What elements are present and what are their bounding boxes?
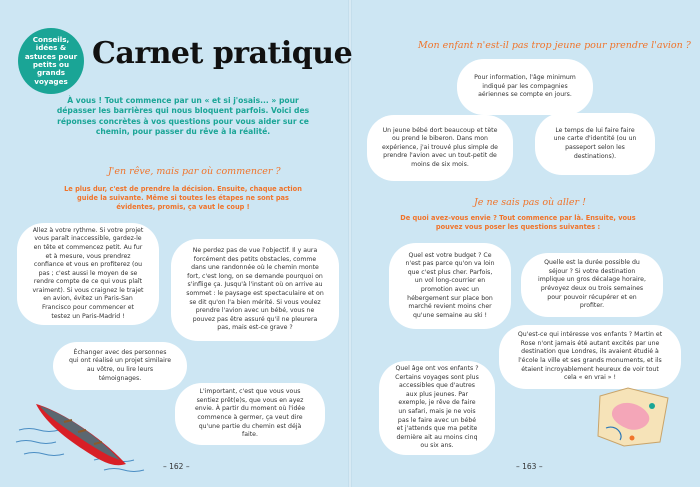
tip-cloud: Ne perdez pas de vue l'objectif. Il y aura forcément des petits obstacles, comme dans une randonnée où le chemin monte fort, c'est long, on se demande pourquoi on s'inflige ça. Jusqu'à l'instant où on arrive au sommet : le paysage est spectaculaire et on se dit qu'on l'a bien mérité. Si vous voulez prendre l'avion avec un bébé, vous ne pouvez pas être assuré qu'il ne pleurera pas, mais est-ce grave ?: [176, 244, 334, 336]
tip-cloud: Pour information, l'âge minimum indiqué par les compagnies aériennes se compte en jours.: [462, 64, 588, 110]
tip-cloud: Un jeune bébé dort beaucoup et tète ou prend le biberon. Dans mon expérience, j'ai trouvé plus simple de prendre l'avion avec un tout-petit de moins de six mois.: [372, 120, 508, 176]
tip-cloud: Allez à votre rythme. Si votre projet vous paraît inaccessible, gardez-le en tête et commencez petit. Au fur et à mesure, vous prendrez confiance et vous en profiterez (ou pas ; c'est aussi le moyen de se rendre compte de ce qui vous plaît vraiment). Si vous craignez le trajet en avion, évitez un Paris-San Francisco pour commencer et testez un Paris-Madrid !: [22, 228, 154, 320]
tips-badge: Conseils, idées & astuces pour petits ou grands voyages: [18, 28, 84, 94]
map-illustration: [594, 384, 674, 450]
tip-cloud: Quel est votre budget ? Ce n'est pas parce qu'on va loin que c'est plus cher. Parfois, un vol long-courrier en promotion avec un hébergement sur place bon marché revient moins cher qu'une semaine au ski !: [394, 248, 506, 324]
answer-text: Le plus dur, c'est de prendre la décision. Ensuite, chaque action guide la suivante. Même si toutes les étapes ne sont pas évidentes, promis, ça vaut le coup !: [64, 185, 302, 211]
tip-cloud: Le temps de lui faire faire une carte d'identité (ou un passeport selon les destinations).: [540, 118, 650, 170]
tip-cloud: Quel âge ont vos enfants ? Certains voyages sont plus accessibles que d'autres aux plus jeunes. Par exemple, je rêve de faire un safari, mais je ne vois pas le faire avec un bébé et j'attends que ma petite dernière ait au moins cinq ou six ans.: [384, 366, 490, 450]
tip-cloud: Qu'est-ce qui intéresse vos enfants ? Martin et Rose n'ont jamais été autant excités par une destination que Londres, ils avaient étudié à l'école la ville et ses grands monuments, et ils étaient incroyablement heureux de voir tout cela « en vrai » !: [504, 330, 676, 384]
page-title: Carnet pratique: [92, 36, 353, 71]
intro-text: À vous ! Tout commence par un « et si j'osais... » pour dépasser les barrières qui nous bloquent parfois. Voici des réponses concrètes à vos questions pour vous aider sur ce chemin, pour passer du rêve à la réalité.: [56, 96, 310, 136]
question-heading: Mon enfant n'est-il pas trop jeune pour prendre l'avion ?: [418, 40, 691, 51]
answer-text: De quoi avez-vous envie ? Tout commence par là. Ensuite, vous pouvez vous poser les questions suivantes :: [400, 214, 636, 231]
page-number: – 162 –: [163, 462, 190, 471]
question-heading: J'en rêve, mais par où commencer ?: [108, 166, 281, 177]
tip-cloud: L'important, c'est que vous vous sentiez prêt(e)s, que vous en ayez envie. À partir du moment où l'idée commence à germer, ça veut dire qu'une partie du chemin est déjà faite.: [180, 388, 320, 440]
canoe-illustration: [14, 390, 154, 476]
book-gutter: [348, 0, 352, 487]
tip-cloud: Quelle est la durée possible du séjour ? Si votre destination implique un gros décalage horaire, prévoyez deux ou trois semaines pour pouvoir récupérer et en profiter.: [526, 258, 658, 312]
page-number: – 163 –: [516, 462, 543, 471]
question-heading: Je ne sais pas où aller !: [474, 197, 586, 208]
tip-cloud: Échanger avec des personnes qui ont réalisé un projet similaire au vôtre, ou lire leurs témoignages.: [58, 347, 182, 385]
